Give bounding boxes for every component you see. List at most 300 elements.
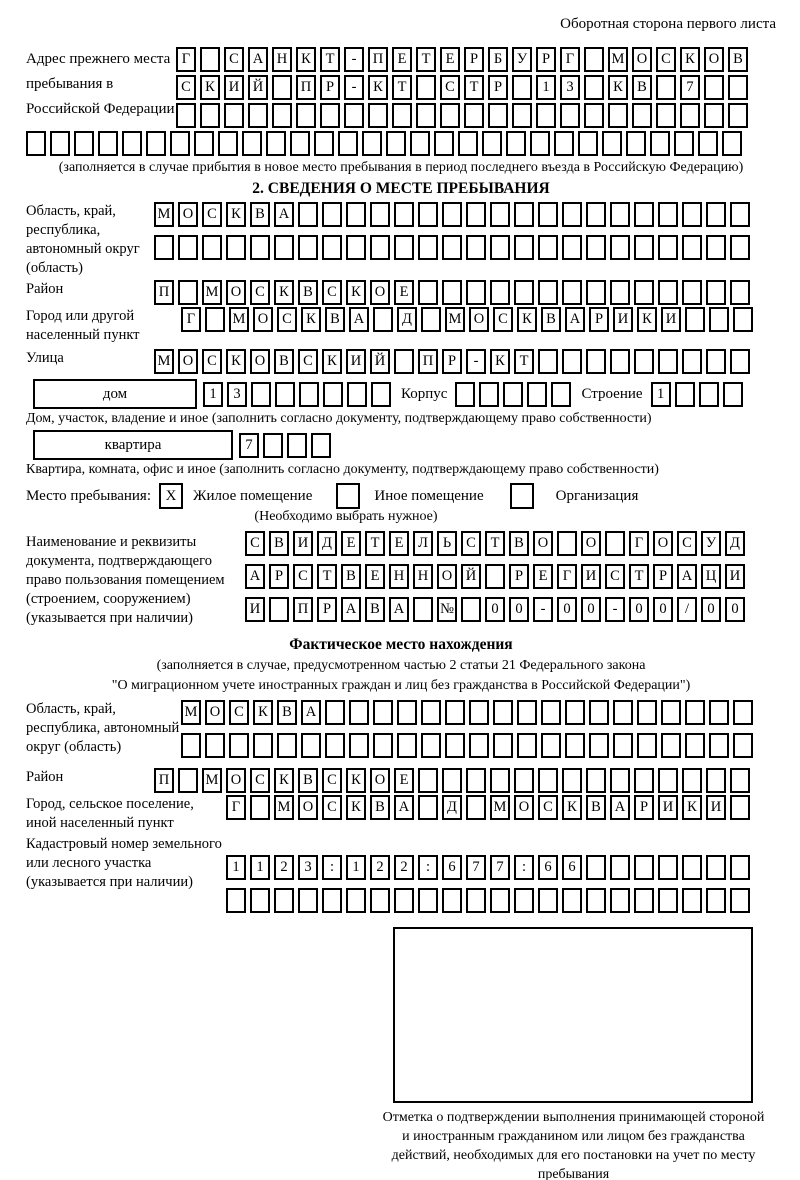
char-cell[interactable]: К (562, 795, 582, 820)
char-cell[interactable] (551, 382, 571, 407)
char-cell[interactable] (706, 768, 726, 793)
char-cell[interactable] (299, 382, 319, 407)
char-cell[interactable] (541, 700, 561, 725)
char-cell[interactable]: 0 (557, 597, 577, 622)
char-cell[interactable]: 2 (370, 855, 390, 880)
char-cell[interactable] (272, 75, 292, 100)
char-cell[interactable]: К (490, 349, 510, 374)
char-cell[interactable]: Р (464, 47, 484, 72)
char-cell[interactable]: К (682, 795, 702, 820)
char-cell[interactable] (634, 280, 654, 305)
char-cell[interactable] (514, 235, 534, 260)
char-cell[interactable]: С (322, 795, 342, 820)
char-cell[interactable]: А (245, 564, 265, 589)
char-cell[interactable] (178, 280, 198, 305)
char-cell[interactable]: А (349, 307, 369, 332)
char-cell[interactable] (298, 235, 318, 260)
char-cell[interactable]: В (541, 307, 561, 332)
char-cell[interactable]: В (269, 531, 289, 556)
char-cell[interactable]: 1 (203, 382, 223, 407)
char-cell[interactable] (682, 202, 702, 227)
char-cell[interactable] (323, 382, 343, 407)
char-cell[interactable]: Т (485, 531, 505, 556)
char-cell[interactable]: 6 (562, 855, 582, 880)
char-cell[interactable]: А (301, 700, 321, 725)
other-premises-checkbox[interactable] (336, 483, 360, 509)
char-cell[interactable] (490, 280, 510, 305)
char-cell[interactable]: К (253, 700, 273, 725)
char-cell[interactable] (709, 700, 729, 725)
char-cell[interactable]: К (301, 307, 321, 332)
char-cell[interactable] (562, 280, 582, 305)
char-cell[interactable] (479, 382, 499, 407)
char-cell[interactable] (373, 700, 393, 725)
char-cell[interactable] (466, 795, 486, 820)
char-cell[interactable] (301, 733, 321, 758)
char-cell[interactable]: О (226, 768, 246, 793)
char-cell[interactable]: П (418, 349, 438, 374)
char-cell[interactable] (704, 103, 724, 128)
char-cell[interactable]: А (677, 564, 697, 589)
char-cell[interactable]: И (725, 564, 745, 589)
char-cell[interactable] (706, 280, 726, 305)
char-cell[interactable]: 0 (629, 597, 649, 622)
char-cell[interactable]: П (368, 47, 388, 72)
char-cell[interactable]: Е (440, 47, 460, 72)
char-cell[interactable] (442, 888, 462, 913)
char-cell[interactable] (421, 700, 441, 725)
char-cell[interactable]: Р (317, 597, 337, 622)
char-cell[interactable] (397, 700, 417, 725)
char-cell[interactable]: А (565, 307, 585, 332)
char-cell[interactable]: Д (397, 307, 417, 332)
char-cell[interactable]: В (341, 564, 361, 589)
char-cell[interactable] (538, 768, 558, 793)
char-cell[interactable]: 2 (274, 855, 294, 880)
char-cell[interactable] (274, 888, 294, 913)
char-cell[interactable] (394, 888, 414, 913)
char-cell[interactable] (50, 131, 70, 156)
char-cell[interactable]: О (653, 531, 673, 556)
char-cell[interactable]: К (637, 307, 657, 332)
char-cell[interactable]: К (517, 307, 537, 332)
char-cell[interactable] (202, 235, 222, 260)
char-cell[interactable] (442, 202, 462, 227)
char-cell[interactable] (461, 597, 481, 622)
char-cell[interactable] (589, 700, 609, 725)
char-cell[interactable] (248, 103, 268, 128)
char-cell[interactable] (410, 131, 430, 156)
char-cell[interactable] (514, 202, 534, 227)
char-cell[interactable] (704, 75, 724, 100)
char-cell[interactable]: Т (392, 75, 412, 100)
char-cell[interactable] (586, 855, 606, 880)
char-cell[interactable] (325, 700, 345, 725)
char-cell[interactable] (632, 103, 652, 128)
char-cell[interactable]: А (248, 47, 268, 72)
char-cell[interactable]: 0 (509, 597, 529, 622)
char-cell[interactable]: О (514, 795, 534, 820)
char-cell[interactable] (578, 131, 598, 156)
char-cell[interactable]: Е (394, 280, 414, 305)
char-cell[interactable] (541, 733, 561, 758)
char-cell[interactable]: В (277, 700, 297, 725)
char-cell[interactable] (602, 131, 622, 156)
char-cell[interactable] (730, 795, 750, 820)
char-cell[interactable]: С (224, 47, 244, 72)
char-cell[interactable]: Е (389, 531, 409, 556)
char-cell[interactable]: С (250, 768, 270, 793)
char-cell[interactable] (421, 733, 441, 758)
char-cell[interactable]: У (512, 47, 532, 72)
char-cell[interactable] (554, 131, 574, 156)
char-cell[interactable]: И (224, 75, 244, 100)
char-cell[interactable] (274, 235, 294, 260)
char-cell[interactable] (322, 235, 342, 260)
char-cell[interactable]: С (245, 531, 265, 556)
char-cell[interactable] (176, 103, 196, 128)
char-cell[interactable]: О (250, 349, 270, 374)
char-cell[interactable] (346, 235, 366, 260)
char-cell[interactable]: Ц (701, 564, 721, 589)
char-cell[interactable] (344, 103, 364, 128)
char-cell[interactable] (706, 855, 726, 880)
char-cell[interactable] (205, 733, 225, 758)
char-cell[interactable] (538, 349, 558, 374)
char-cell[interactable] (397, 733, 417, 758)
char-cell[interactable] (346, 888, 366, 913)
char-cell[interactable] (680, 103, 700, 128)
char-cell[interactable] (610, 768, 630, 793)
char-cell[interactable] (626, 131, 646, 156)
char-cell[interactable] (634, 888, 654, 913)
char-cell[interactable] (322, 202, 342, 227)
char-cell[interactable] (440, 103, 460, 128)
char-cell[interactable] (610, 888, 630, 913)
char-cell[interactable] (170, 131, 190, 156)
char-cell[interactable]: Т (365, 531, 385, 556)
char-cell[interactable] (200, 47, 220, 72)
char-cell[interactable] (733, 307, 753, 332)
char-cell[interactable] (418, 235, 438, 260)
char-cell[interactable]: К (346, 795, 366, 820)
char-cell[interactable] (394, 349, 414, 374)
char-cell[interactable] (562, 349, 582, 374)
char-cell[interactable] (661, 700, 681, 725)
char-cell[interactable] (362, 131, 382, 156)
char-cell[interactable]: 7 (490, 855, 510, 880)
char-cell[interactable] (610, 202, 630, 227)
char-cell[interactable] (730, 768, 750, 793)
char-cell[interactable]: Н (272, 47, 292, 72)
char-cell[interactable]: К (274, 280, 294, 305)
char-cell[interactable]: К (296, 47, 316, 72)
char-cell[interactable] (517, 733, 537, 758)
char-cell[interactable] (658, 855, 678, 880)
char-cell[interactable] (589, 733, 609, 758)
char-cell[interactable]: Б (488, 47, 508, 72)
char-cell[interactable]: 2 (394, 855, 414, 880)
char-cell[interactable]: О (704, 47, 724, 72)
char-cell[interactable] (296, 103, 316, 128)
char-cell[interactable] (658, 768, 678, 793)
char-cell[interactable]: В (370, 795, 390, 820)
char-cell[interactable] (250, 235, 270, 260)
char-cell[interactable]: 6 (538, 855, 558, 880)
char-cell[interactable] (325, 733, 345, 758)
char-cell[interactable] (706, 888, 726, 913)
char-cell[interactable] (373, 733, 393, 758)
char-cell[interactable]: И (661, 307, 681, 332)
char-cell[interactable] (730, 888, 750, 913)
char-cell[interactable] (538, 235, 558, 260)
char-cell[interactable] (530, 131, 550, 156)
char-cell[interactable]: Р (536, 47, 556, 72)
char-cell[interactable]: М (181, 700, 201, 725)
char-cell[interactable]: С (322, 280, 342, 305)
char-cell[interactable] (685, 733, 705, 758)
char-cell[interactable]: П (293, 597, 313, 622)
char-cell[interactable]: 0 (653, 597, 673, 622)
char-cell[interactable] (311, 433, 331, 458)
char-cell[interactable]: И (346, 349, 366, 374)
char-cell[interactable] (482, 131, 502, 156)
char-cell[interactable] (74, 131, 94, 156)
char-cell[interactable]: В (632, 75, 652, 100)
char-cell[interactable]: О (205, 700, 225, 725)
char-cell[interactable] (584, 103, 604, 128)
char-cell[interactable] (503, 382, 523, 407)
char-cell[interactable] (656, 103, 676, 128)
char-cell[interactable] (682, 855, 702, 880)
char-cell[interactable]: Е (394, 768, 414, 793)
char-cell[interactable]: В (586, 795, 606, 820)
char-cell[interactable]: А (389, 597, 409, 622)
char-cell[interactable]: К (322, 349, 342, 374)
char-cell[interactable]: К (368, 75, 388, 100)
char-cell[interactable]: К (200, 75, 220, 100)
char-cell[interactable]: Е (392, 47, 412, 72)
char-cell[interactable]: О (226, 280, 246, 305)
char-cell[interactable] (485, 564, 505, 589)
char-cell[interactable] (251, 382, 271, 407)
char-cell[interactable] (682, 349, 702, 374)
char-cell[interactable] (226, 235, 246, 260)
char-cell[interactable]: 1 (346, 855, 366, 880)
char-cell[interactable] (493, 733, 513, 758)
char-cell[interactable] (506, 131, 526, 156)
char-cell[interactable]: Г (560, 47, 580, 72)
char-cell[interactable] (723, 382, 743, 407)
char-cell[interactable] (658, 202, 678, 227)
char-cell[interactable] (728, 75, 748, 100)
char-cell[interactable] (349, 733, 369, 758)
char-cell[interactable]: 3 (560, 75, 580, 100)
char-cell[interactable]: 0 (725, 597, 745, 622)
char-cell[interactable]: М (154, 349, 174, 374)
char-cell[interactable] (250, 795, 270, 820)
char-cell[interactable]: Р (653, 564, 673, 589)
char-cell[interactable]: А (274, 202, 294, 227)
char-cell[interactable]: С (250, 280, 270, 305)
char-cell[interactable]: А (341, 597, 361, 622)
char-cell[interactable]: Р (634, 795, 654, 820)
char-cell[interactable] (709, 307, 729, 332)
char-cell[interactable]: М (445, 307, 465, 332)
char-cell[interactable] (218, 131, 238, 156)
char-cell[interactable] (605, 531, 625, 556)
char-cell[interactable]: В (728, 47, 748, 72)
char-cell[interactable] (418, 202, 438, 227)
char-cell[interactable] (613, 733, 633, 758)
char-cell[interactable] (699, 382, 719, 407)
char-cell[interactable]: Т (320, 47, 340, 72)
char-cell[interactable] (287, 433, 307, 458)
char-cell[interactable] (368, 103, 388, 128)
char-cell[interactable]: К (346, 768, 366, 793)
char-cell[interactable]: 1 (536, 75, 556, 100)
char-cell[interactable]: С (322, 768, 342, 793)
char-cell[interactable] (733, 733, 753, 758)
char-cell[interactable] (514, 768, 534, 793)
char-cell[interactable]: Т (629, 564, 649, 589)
char-cell[interactable] (538, 280, 558, 305)
char-cell[interactable] (610, 349, 630, 374)
char-cell[interactable]: № (437, 597, 457, 622)
char-cell[interactable] (178, 235, 198, 260)
char-cell[interactable] (458, 131, 478, 156)
char-cell[interactable]: Т (416, 47, 436, 72)
char-cell[interactable]: Г (181, 307, 201, 332)
char-cell[interactable]: И (293, 531, 313, 556)
char-cell[interactable]: : (514, 855, 534, 880)
char-cell[interactable] (413, 597, 433, 622)
char-cell[interactable]: Р (320, 75, 340, 100)
char-cell[interactable] (445, 733, 465, 758)
char-cell[interactable]: О (632, 47, 652, 72)
char-cell[interactable] (205, 307, 225, 332)
char-cell[interactable] (682, 888, 702, 913)
char-cell[interactable]: П (154, 280, 174, 305)
char-cell[interactable] (610, 280, 630, 305)
char-cell[interactable]: 3 (227, 382, 247, 407)
char-cell[interactable] (730, 280, 750, 305)
char-cell[interactable]: Й (370, 349, 390, 374)
char-cell[interactable] (610, 855, 630, 880)
char-cell[interactable]: 1 (651, 382, 671, 407)
char-cell[interactable] (675, 382, 695, 407)
char-cell[interactable] (346, 202, 366, 227)
char-cell[interactable] (562, 888, 582, 913)
char-cell[interactable]: 7 (466, 855, 486, 880)
residential-checkbox[interactable]: X (159, 483, 183, 509)
char-cell[interactable] (466, 888, 486, 913)
char-cell[interactable] (488, 103, 508, 128)
char-cell[interactable]: П (296, 75, 316, 100)
char-cell[interactable]: С (440, 75, 460, 100)
char-cell[interactable] (536, 103, 556, 128)
char-cell[interactable] (122, 131, 142, 156)
char-cell[interactable]: Й (248, 75, 268, 100)
char-cell[interactable]: В (298, 768, 318, 793)
char-cell[interactable] (469, 700, 489, 725)
char-cell[interactable]: К (274, 768, 294, 793)
char-cell[interactable]: К (608, 75, 628, 100)
char-cell[interactable] (226, 888, 246, 913)
char-cell[interactable] (517, 700, 537, 725)
char-cell[interactable]: К (680, 47, 700, 72)
char-cell[interactable] (338, 131, 358, 156)
char-cell[interactable]: С (538, 795, 558, 820)
char-cell[interactable] (178, 768, 198, 793)
char-cell[interactable] (613, 700, 633, 725)
char-cell[interactable]: 0 (581, 597, 601, 622)
char-cell[interactable] (298, 202, 318, 227)
char-cell[interactable] (634, 855, 654, 880)
char-cell[interactable] (562, 768, 582, 793)
char-cell[interactable] (416, 75, 436, 100)
char-cell[interactable]: М (490, 795, 510, 820)
char-cell[interactable] (229, 733, 249, 758)
char-cell[interactable] (586, 202, 606, 227)
char-cell[interactable] (373, 307, 393, 332)
char-cell[interactable] (442, 768, 462, 793)
char-cell[interactable]: 7 (239, 433, 259, 458)
char-cell[interactable] (586, 349, 606, 374)
char-cell[interactable] (371, 382, 391, 407)
char-cell[interactable] (610, 235, 630, 260)
char-cell[interactable]: : (418, 855, 438, 880)
char-cell[interactable]: У (701, 531, 721, 556)
char-cell[interactable]: В (509, 531, 529, 556)
char-cell[interactable] (272, 103, 292, 128)
char-cell[interactable]: С (229, 700, 249, 725)
char-cell[interactable] (514, 280, 534, 305)
char-cell[interactable]: И (581, 564, 601, 589)
char-cell[interactable]: С (202, 202, 222, 227)
char-cell[interactable] (250, 888, 270, 913)
char-cell[interactable] (200, 103, 220, 128)
char-cell[interactable] (466, 235, 486, 260)
char-cell[interactable] (586, 768, 606, 793)
char-cell[interactable]: 1 (226, 855, 246, 880)
char-cell[interactable]: А (610, 795, 630, 820)
char-cell[interactable]: О (178, 202, 198, 227)
char-cell[interactable] (538, 888, 558, 913)
char-cell[interactable] (469, 733, 489, 758)
char-cell[interactable] (685, 700, 705, 725)
char-cell[interactable] (26, 131, 46, 156)
char-cell[interactable] (277, 733, 297, 758)
char-cell[interactable]: - (533, 597, 553, 622)
char-cell[interactable]: 1 (250, 855, 270, 880)
char-cell[interactable]: К (226, 349, 246, 374)
char-cell[interactable]: С (605, 564, 625, 589)
char-cell[interactable]: С (277, 307, 297, 332)
char-cell[interactable]: О (298, 795, 318, 820)
char-cell[interactable]: С (298, 349, 318, 374)
char-cell[interactable]: Р (269, 564, 289, 589)
char-cell[interactable]: Т (514, 349, 534, 374)
char-cell[interactable] (146, 131, 166, 156)
char-cell[interactable]: И (658, 795, 678, 820)
char-cell[interactable] (394, 235, 414, 260)
char-cell[interactable]: Д (725, 531, 745, 556)
char-cell[interactable] (730, 235, 750, 260)
char-cell[interactable] (634, 349, 654, 374)
char-cell[interactable] (698, 131, 718, 156)
char-cell[interactable]: - (344, 75, 364, 100)
